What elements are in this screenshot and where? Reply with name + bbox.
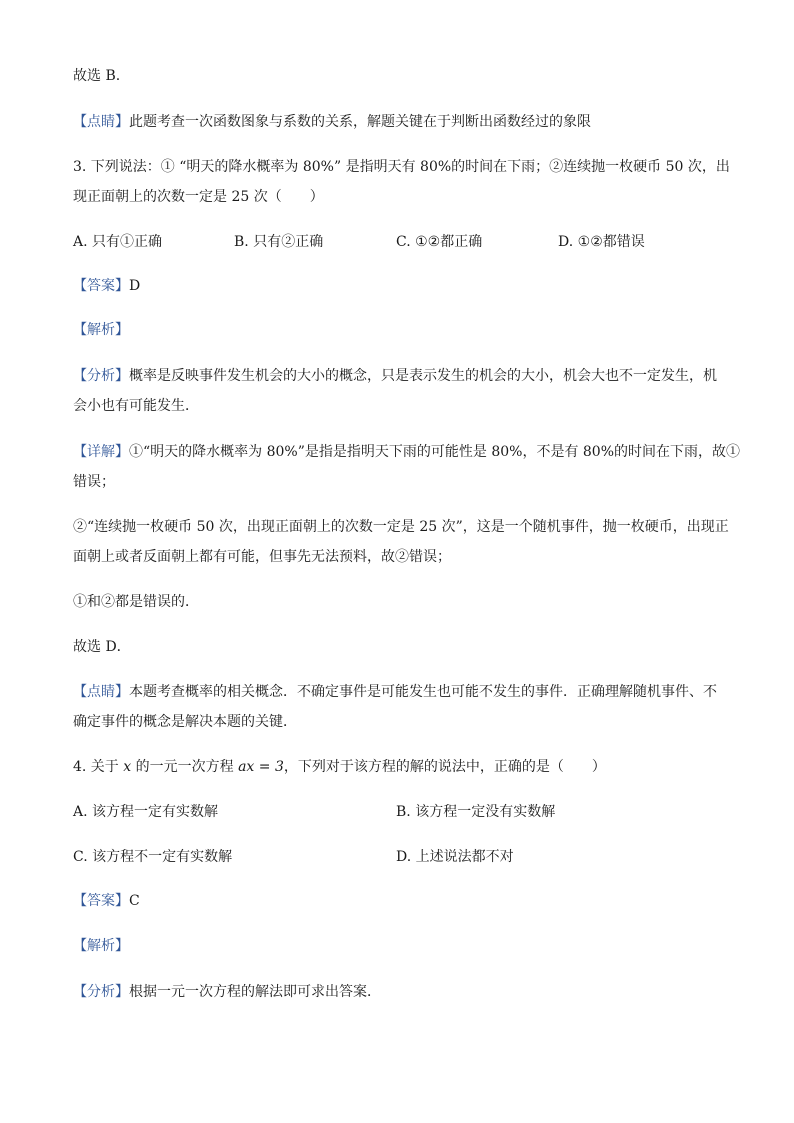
q3-stem-line2: 现正面朝上的次数一定是 25 次（ ） [73, 189, 324, 205]
option-text: 该方程一定没有实数解 [415, 804, 556, 820]
q3-stem-line1: 3. 下列说法：① “明天的降水概率为 80%” 是指明天有 80%的时间在下雨；②连续抛一枚硬币 50 次，出 [73, 159, 730, 175]
q3-jiexi [73, 320, 129, 340]
q3-dianjing-line1 [73, 682, 717, 702]
option-text: 只有①正确 [92, 234, 163, 250]
q4-option-c [73, 847, 232, 867]
q4-answer [73, 891, 140, 911]
fenxi-text: 根据一元一次方程的解法即可求出答案． [129, 984, 381, 1000]
q4-equation: ax = 3 [238, 759, 284, 775]
option-label: C. [73, 849, 88, 865]
dianjing-tag: 【点睛】 [73, 684, 129, 700]
q3-option-d [558, 232, 645, 252]
dianjing-text: 此题考查一次函数图象与系数的关系，解题关键在于判断出函数经过的象限 [129, 114, 591, 130]
q3-xiangjie-line1 [73, 442, 740, 462]
option-text: 该方程一定有实数解 [92, 804, 219, 820]
q3-xiangjie-line3: ②“连续抛一枚硬币 50 次，出现正面朝上的次数一定是 25 次”，这是一个随机事件，抛一枚硬币，出现正 [73, 519, 729, 535]
option-text: 只有②正确 [253, 234, 324, 250]
xiangjie-text: ①“明天的降水概率为 80%”是指是指明天下雨的可能性是 80%，不是有 80%的时间在下雨，故① [129, 444, 741, 460]
option-label: B. [396, 804, 411, 820]
q3-option-a [73, 232, 162, 252]
answer-value: C [129, 893, 140, 909]
fenxi-tag: 【分析】 [73, 368, 129, 384]
q3-answer [73, 276, 140, 296]
option-label: A. [73, 804, 88, 820]
q4-option-b [396, 802, 555, 822]
q4-jiexi [73, 936, 129, 956]
option-label: D. [396, 849, 412, 865]
jiexi-tag: 【解析】 [73, 322, 129, 338]
q4-option-a [73, 802, 218, 822]
option-label: B. [234, 234, 249, 250]
q3-dianjing-line2: 确定事件的概念是解决本题的关键． [73, 714, 297, 730]
q2-conclusion: 故选 B. [73, 68, 121, 84]
fenxi-text: 概率是反映事件发生机会的大小的概念，只是表示发生的机会的大小，机会大也不一定发生，机 [129, 368, 717, 384]
option-text: ①②都正确 [415, 234, 483, 250]
q4-fenxi [73, 982, 381, 1002]
q4-option-d [396, 847, 514, 867]
q4-stem [73, 757, 606, 777]
fenxi-tag: 【分析】 [73, 984, 129, 1000]
option-text: 该方程不一定有实数解 [92, 849, 233, 865]
q3-conclusion: 故选 D． [73, 639, 131, 655]
dianjing-tag: 【点睛】 [73, 114, 129, 130]
q3-xiangjie-line4: 面朝上或者反面朝上都有可能，但事先无法预料，故②错误； [73, 549, 451, 565]
jiexi-tag: 【解析】 [73, 938, 129, 954]
q3-option-b [234, 232, 323, 252]
q3-xiangjie-line2: 错误； [73, 474, 115, 490]
option-text: ①②都错误 [577, 234, 645, 250]
q3-fenxi-line1 [73, 366, 717, 386]
option-label: D. [558, 234, 574, 250]
option-label: C. [396, 234, 411, 250]
q3-fenxi-line2: 会小也有可能发生． [73, 398, 199, 414]
answer-tag: 【答案】 [73, 278, 129, 294]
answer-value: D [129, 278, 141, 294]
xiangjie-tag: 【详解】 [73, 444, 129, 460]
q4-stem-prefix: 4. 关于 [73, 759, 119, 775]
q4-variable: x [123, 759, 132, 775]
q2-dianjing [73, 112, 591, 132]
q4-stem-suffix: ，下列对于该方程的解的说法中，正确的是（ ） [283, 759, 606, 775]
option-label: A. [73, 234, 88, 250]
q3-option-c [396, 232, 482, 252]
q4-stem-mid: 的一元一次方程 [135, 759, 234, 775]
answer-tag: 【答案】 [73, 893, 129, 909]
option-text: 上述说法都不对 [415, 849, 514, 865]
q3-xiangjie-line5: ①和②都是错误的． [73, 594, 199, 610]
dianjing-text: 本题考查概率的相关概念．不确定事件是可能发生也可能不发生的事件．正确理解随机事件、不 [129, 684, 717, 700]
